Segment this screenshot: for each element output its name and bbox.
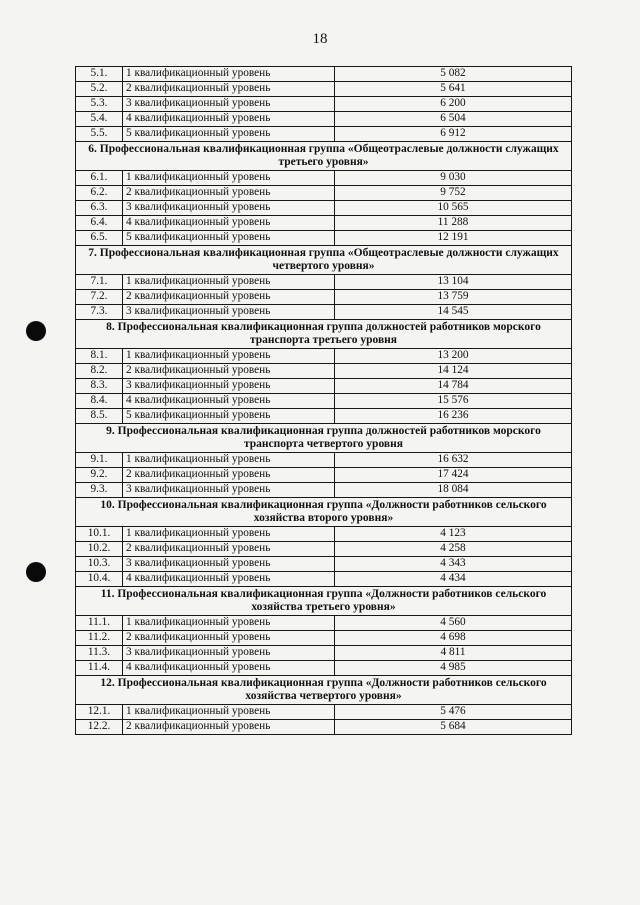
page-number: 18 xyxy=(312,31,328,47)
salary-value: 4 123 xyxy=(335,527,572,542)
level-name: 4 квалификационный уровень xyxy=(123,394,335,409)
level-name: 2 квалификационный уровень xyxy=(123,82,335,97)
table-row xyxy=(76,542,572,557)
table-row xyxy=(76,483,572,498)
row-number: 7.2. xyxy=(76,290,123,305)
salary-value: 14 545 xyxy=(335,305,572,320)
salary-value: 6 504 xyxy=(335,112,572,127)
salary-value: 14 124 xyxy=(335,364,572,379)
level-name: 4 квалификационный уровень xyxy=(123,572,335,587)
salary-value: 11 288 xyxy=(335,216,572,231)
table-row xyxy=(76,127,572,142)
level-name: 1 квалификационный уровень xyxy=(123,171,335,186)
salary-value: 6 200 xyxy=(335,97,572,112)
group-title: 12. Профессиональная квалификационная группа «Должности работников сельского хозяйства четвертого уровня» xyxy=(76,676,572,705)
row-number: 6.4. xyxy=(76,216,123,231)
group-title: 8. Профессиональная квалификационная группа должностей работников морского транспорта третьего уровня xyxy=(76,320,572,349)
level-name: 2 квалификационный уровень xyxy=(123,468,335,483)
level-name: 2 квалификационный уровень xyxy=(123,720,335,735)
row-number: 11.2. xyxy=(76,631,123,646)
group-title: 9. Профессиональная квалификационная группа должностей работников морского транспорта четвертого уровня xyxy=(76,424,572,453)
level-name: 5 квалификационный уровень xyxy=(123,409,335,424)
table-row xyxy=(76,201,572,216)
level-name: 4 квалификационный уровень xyxy=(123,112,335,127)
row-number: 5.1. xyxy=(76,67,123,82)
salary-value: 9 752 xyxy=(335,186,572,201)
table-row xyxy=(76,186,572,201)
level-name: 4 квалификационный уровень xyxy=(123,661,335,676)
table-row xyxy=(76,305,572,320)
salary-value: 10 565 xyxy=(335,201,572,216)
row-number: 10.4. xyxy=(76,572,123,587)
salary-value: 4 434 xyxy=(335,572,572,587)
row-number: 10.2. xyxy=(76,542,123,557)
group-title: 10. Профессиональная квалификационная группа «Должности работников сельского хозяйства второго уровня» xyxy=(76,498,572,527)
row-number: 6.3. xyxy=(76,201,123,216)
level-name: 5 квалификационный уровень xyxy=(123,127,335,142)
table-row xyxy=(76,112,572,127)
level-name: 3 квалификационный уровень xyxy=(123,557,335,572)
table-row xyxy=(76,409,572,424)
salary-value: 4 560 xyxy=(335,616,572,631)
level-name: 2 квалификационный уровень xyxy=(123,186,335,201)
salary-value: 5 082 xyxy=(335,67,572,82)
group-header-row xyxy=(76,676,572,705)
salary-value: 9 030 xyxy=(335,171,572,186)
level-name: 3 квалификационный уровень xyxy=(123,97,335,112)
level-name: 1 квалификационный уровень xyxy=(123,705,335,720)
level-name: 1 квалификационный уровень xyxy=(123,349,335,364)
salary-value: 4 258 xyxy=(335,542,572,557)
row-number: 8.3. xyxy=(76,379,123,394)
group-title: 6. Профессиональная квалификационная группа «Общеотраслевые должности служащих третьего уровня» xyxy=(76,142,572,171)
row-number: 8.5. xyxy=(76,409,123,424)
row-number: 9.2. xyxy=(76,468,123,483)
group-header-row xyxy=(76,320,572,349)
level-name: 1 квалификационный уровень xyxy=(123,453,335,468)
table-row xyxy=(76,349,572,364)
salary-value: 12 191 xyxy=(335,231,572,246)
level-name: 3 квалификационный уровень xyxy=(123,379,335,394)
salary-value: 6 912 xyxy=(335,127,572,142)
group-header-row xyxy=(76,498,572,527)
level-name: 5 квалификационный уровень xyxy=(123,231,335,246)
level-name: 4 квалификационный уровень xyxy=(123,216,335,231)
punch-hole xyxy=(26,321,46,341)
group-header-row xyxy=(76,142,572,171)
salary-value: 14 784 xyxy=(335,379,572,394)
salary-value: 13 104 xyxy=(335,275,572,290)
table-row xyxy=(76,572,572,587)
table-row xyxy=(76,661,572,676)
group-title: 11. Профессиональная квалификационная группа «Должности работников сельского хозяйства третьего уровня» xyxy=(76,587,572,616)
salary-value: 15 576 xyxy=(335,394,572,409)
table-row xyxy=(76,82,572,97)
salary-value: 16 236 xyxy=(335,409,572,424)
table-row xyxy=(76,527,572,542)
row-number: 6.5. xyxy=(76,231,123,246)
table-row xyxy=(76,379,572,394)
row-number: 11.3. xyxy=(76,646,123,661)
salary-value: 5 641 xyxy=(335,82,572,97)
level-name: 3 квалификационный уровень xyxy=(123,483,335,498)
level-name: 1 квалификационный уровень xyxy=(123,527,335,542)
level-name: 1 квалификационный уровень xyxy=(123,67,335,82)
level-name: 3 квалификационный уровень xyxy=(123,305,335,320)
salary-table-body xyxy=(76,67,572,735)
table-row xyxy=(76,557,572,572)
salary-value: 13 759 xyxy=(335,290,572,305)
salary-value: 18 084 xyxy=(335,483,572,498)
table-row xyxy=(76,468,572,483)
row-number: 9.3. xyxy=(76,483,123,498)
table-row xyxy=(76,646,572,661)
level-name: 1 квалификационный уровень xyxy=(123,275,335,290)
salary-value: 4 343 xyxy=(335,557,572,572)
salary-value: 5 684 xyxy=(335,720,572,735)
table-row xyxy=(76,67,572,82)
level-name: 2 квалификационный уровень xyxy=(123,290,335,305)
row-number: 6.1. xyxy=(76,171,123,186)
group-title: 7. Профессиональная квалификационная группа «Общеотраслевые должности служащих четвертого уровня» xyxy=(76,246,572,275)
row-number: 12.2. xyxy=(76,720,123,735)
punch-hole xyxy=(26,562,46,582)
level-name: 3 квалификационный уровень xyxy=(123,201,335,216)
salary-value: 4 811 xyxy=(335,646,572,661)
row-number: 7.3. xyxy=(76,305,123,320)
salary-value: 16 632 xyxy=(335,453,572,468)
row-number: 8.4. xyxy=(76,394,123,409)
salary-value: 4 985 xyxy=(335,661,572,676)
row-number: 8.1. xyxy=(76,349,123,364)
salary-table xyxy=(75,66,572,735)
level-name: 2 квалификационный уровень xyxy=(123,542,335,557)
level-name: 3 квалификационный уровень xyxy=(123,646,335,661)
level-name: 1 квалификационный уровень xyxy=(123,616,335,631)
salary-value: 4 698 xyxy=(335,631,572,646)
group-header-row xyxy=(76,246,572,275)
row-number: 5.4. xyxy=(76,112,123,127)
table-row xyxy=(76,216,572,231)
table-row xyxy=(76,720,572,735)
table-row xyxy=(76,453,572,468)
row-number: 10.1. xyxy=(76,527,123,542)
salary-value: 17 424 xyxy=(335,468,572,483)
row-number: 5.2. xyxy=(76,82,123,97)
table-row xyxy=(76,275,572,290)
row-number: 5.3. xyxy=(76,97,123,112)
table-row xyxy=(76,290,572,305)
table-row xyxy=(76,231,572,246)
level-name: 2 квалификационный уровень xyxy=(123,631,335,646)
table-row xyxy=(76,705,572,720)
row-number: 12.1. xyxy=(76,705,123,720)
table-row xyxy=(76,394,572,409)
table-row xyxy=(76,97,572,112)
row-number: 8.2. xyxy=(76,364,123,379)
row-number: 5.5. xyxy=(76,127,123,142)
row-number: 11.1. xyxy=(76,616,123,631)
row-number: 7.1. xyxy=(76,275,123,290)
row-number: 11.4. xyxy=(76,661,123,676)
table-row xyxy=(76,364,572,379)
salary-value: 13 200 xyxy=(335,349,572,364)
salary-value: 5 476 xyxy=(335,705,572,720)
row-number: 6.2. xyxy=(76,186,123,201)
group-header-row xyxy=(76,587,572,616)
level-name: 2 квалификационный уровень xyxy=(123,364,335,379)
group-header-row xyxy=(76,424,572,453)
table-row xyxy=(76,171,572,186)
row-number: 9.1. xyxy=(76,453,123,468)
table-row xyxy=(76,616,572,631)
row-number: 10.3. xyxy=(76,557,123,572)
table-row xyxy=(76,631,572,646)
